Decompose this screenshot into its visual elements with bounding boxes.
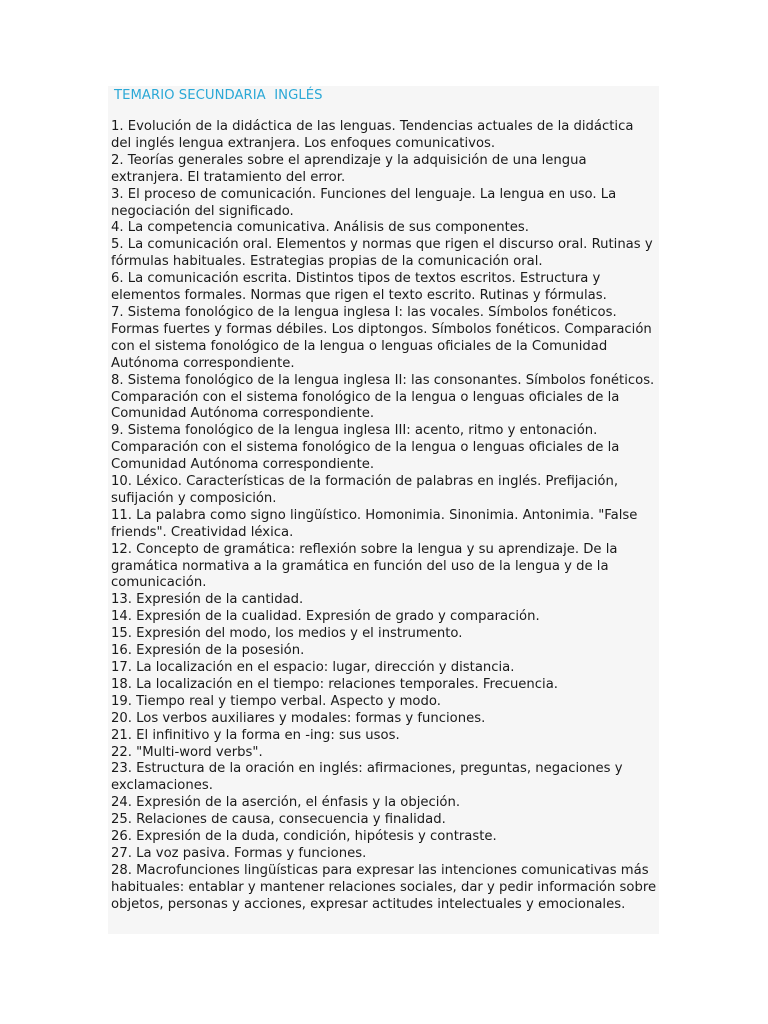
topic-item: 3. El proceso de comunicación. Funciones del lenguaje. La lengua en uso. La negociación del significado. — [111, 186, 617, 219]
topic-item: 1. Evolución de la didáctica de las lenguas. Tendencias actuales de la didáctica del inglés lengua extranjera. Los enfoques comunicativos. — [111, 119, 634, 151]
topic-item: 25. Relaciones de causa, consecuencia y finalidad. — [111, 812, 446, 828]
topic-item: 23. Estructura de la oración en inglés: afirmaciones, preguntas, negaciones y exclamaciones. — [111, 761, 623, 794]
topic-item: 26. Expresión de la duda, condición, hipótesis y contraste. — [111, 829, 497, 845]
topic-item: 28. Macrofunciones lingüísticas para expresar las intenciones comunicativas más habituales: entablar y mantener relaciones sociales, dar y pedir información sobre objetos, personas y acciones, expresar actitudes intelectuales y emocionales. — [111, 862, 657, 912]
topic-item: 13. Expresión de la cantidad. — [111, 592, 304, 608]
topic-item: 14. Expresión de la cualidad. Expresión de grado y comparación. — [111, 609, 540, 625]
topic-item: 22. "Multi-word verbs". — [111, 744, 263, 760]
topic-item: 4. La competencia comunicativa. Análisis de sus componentes. — [111, 220, 529, 236]
topic-item: 12. Concepto de gramática: reflexión sobre la lengua y su aprendizaje. De la gramática normativa a la gramática en función del uso de la lengua y de la comunicación. — [111, 541, 618, 591]
topic-item: 18. La localización en el tiempo: relaciones temporales. Frecuencia. — [111, 676, 558, 692]
topic-item: 17. La localización en el espacio: lugar, dirección y distancia. — [111, 660, 515, 675]
topic-item: 21. El infinitivo y la forma en -ing: sus usos. — [111, 727, 400, 743]
topic-item: 19. Tiempo real y tiempo verbal. Aspecto y modo. — [111, 693, 441, 709]
topic-list — [111, 119, 657, 914]
topic-item: 16. Expresión de la posesión. — [111, 643, 305, 659]
document-title: TEMARIO SECUNDARIA INGLÉS — [114, 88, 323, 103]
topic-item: 15. Expresión del modo, los medios y el instrumento. — [111, 626, 463, 642]
topic-item: 2. Teorías generales sobre el aprendizaje y la adquisición de una lengua extranjera. El tratamiento del error. — [111, 152, 587, 185]
topic-item: 20. Los verbos auxiliares y modales: formas y funciones. — [111, 710, 486, 726]
topic-item: 11. La palabra como signo lingüístico. Homonimia. Sinonimia. Antonimia. "False friends". Creatividad léxica. — [111, 507, 638, 540]
topic-item: 10. Léxico. Características de la formación de palabras en inglés. Prefijación, sufijación y composición. — [111, 474, 619, 506]
topic-item: 24. Expresión de la aserción, el énfasis y la objeción. — [111, 795, 461, 811]
topic-item: 8. Sistema fonológico de la lengua inglesa II: las consonantes. Símbolos fonéticos. Comparación con el sistema fonológico de la lengua o lenguas oficiales de la Comunidad Autónoma correspondiente. — [111, 372, 655, 422]
topic-item: 9. Sistema fonológico de la lengua inglesa III: acento, ritmo y entonación. Comparación con el sistema fonológico de la lengua o lenguas oficiales de la Comunidad Autónoma correspondiente. — [111, 423, 620, 473]
topic-item: 27. La voz pasiva. Formas y funciones. — [111, 845, 367, 861]
topic-item: 7. Sistema fonológico de la lengua inglesa I: las vocales. Símbolos fonéticos. Formas fuertes y formas débiles. Los diptongos. Símbolos fonéticos. Comparación con el sistema fonológico de la lengua o lenguas oficiales de la Comunidad Autónoma correspondiente. — [111, 304, 652, 371]
document-panel — [108, 86, 659, 934]
topic-item: 6. La comunicación escrita. Distintos tipos de textos escritos. Estructura y elementos formales. Normas que rigen el texto escrito. Rutinas y fórmulas. — [111, 271, 607, 304]
topic-item: 5. La comunicación oral. Elementos y normas que rigen el discurso oral. Rutinas y fórmulas habituales. Estrategias propias de la comunicación oral. — [111, 237, 653, 270]
